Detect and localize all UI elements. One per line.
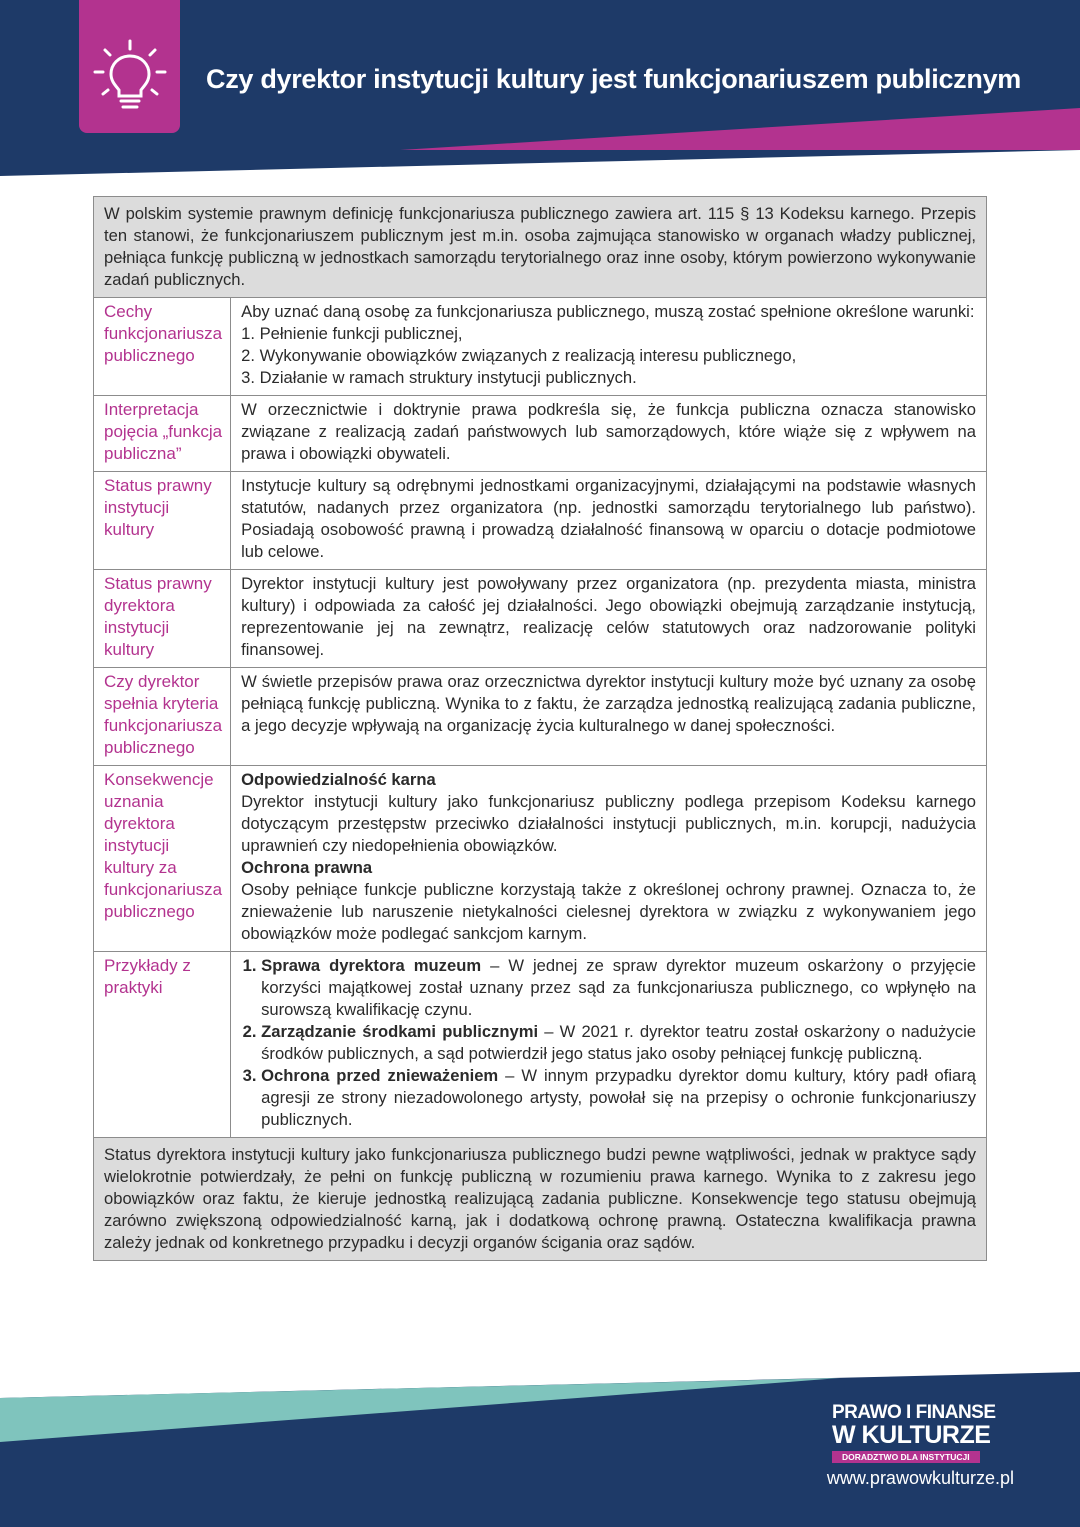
row-description: W orzecznictwie i doktrynie prawa podkreśla się, że funkcja publiczna oznacza stanowisko związane z realizacją zadań państwowych lub samorządowych, które wiąże się z wpływem na prawa i obowiązki obywateli.: [231, 396, 987, 472]
list-item: 1. Pełnienie funkcji publicznej,: [241, 324, 463, 343]
table-row: [94, 298, 987, 396]
row-label: Status prawny dyrektora instytucji kultury: [94, 570, 231, 668]
subheading-criminal-liability: Odpowiedzialność karna: [241, 770, 436, 789]
example-text: – W jednej ze spraw dyrektor muzeum oskarżony o przyjęcie korzyści majątkowej został uznany przez sąd za funkcjonariusza publicznego, co wpłynęło na surowszą kwalifikację czynu.: [261, 956, 976, 1019]
row-description: [231, 766, 987, 952]
list-item: [261, 955, 976, 1021]
row-label: Konsekwencje uznania dyrektora instytucji kultury za funkcjonariusza publicznego: [94, 766, 231, 952]
example-text: – W 2021 r. dyrektor teatru został oskarżony o nadużycie środków publicznych, a sąd potwierdził jego status jako osoby pełniącej funkcję publiczną.: [261, 1022, 976, 1063]
list-item: [261, 1021, 976, 1065]
website-url: www.prawowkulturze.pl: [826, 1468, 1014, 1488]
table-row: [94, 668, 987, 766]
intro-text: W polskim systemie prawnym definicję funkcjonariusza publicznego zawiera art. 115 § 13 Kodeksu karnego. Przepis ten stanowi, że funkcjonariuszem publicznym jest m.in. osoba zajmująca stanowisko w organach władzy publicznej, pełniąca funkcję publiczną w jednostkach samorządu terytorialnego oraz inne osoby, którym powierzono wykonywanie zadań publicznych.: [94, 197, 987, 298]
logo-box: [79, 0, 180, 133]
row-description: Dyrektor instytucji kultury jest powoływany przez organizatora (np. prezydenta miasta, ministra kultury) i odpowiada za całość jej działalności. Jego obowiązki obejmują zarządzanie instytucją, reprezentowanie jej na zewnątrz, realizację celów statutowych oraz nadzorowanie polityki finansowej.: [231, 570, 987, 668]
list-item: 2. Wykonywanie obowiązków związanych z realizacją interesu publicznego,: [241, 346, 797, 365]
table-row: [94, 952, 987, 1138]
row-label: Interpretacja pojęcia „funkcja publiczna”: [94, 396, 231, 472]
lightbulb-icon: [91, 36, 169, 114]
table-row: [94, 570, 987, 668]
summary-row: [94, 1138, 987, 1261]
example-text: – W innym przypadku dyrektor domu kultury, który padł ofiarą agresji ze strony niezadowolonego artysty, powołał się na przepisy o ochronie funkcjonariuszy publicznych.: [261, 1066, 976, 1129]
table-row: [94, 472, 987, 570]
subheading-legal-protection: Ochrona prawna: [241, 858, 373, 877]
row-label: Przykłady z praktyki: [94, 952, 231, 1138]
example-title: Zarządzanie środkami publicznymi: [261, 1022, 539, 1041]
example-title: Ochrona przed znieważeniem: [261, 1066, 499, 1085]
row-description: W świetle przepisów prawa oraz orzecznictwa dyrektor instytucji kultury może być uznany za osobę pełniącą funkcję publiczną. Wynika to z faktu, że zarządza jednostką realizującą zadania publiczne, a jego decyzje wpływają na organizację życia kulturalnego w danej społeczności.: [231, 668, 987, 766]
legal-protection-text: Osoby pełniące funkcje publiczne korzystają także z określonej ochrony prawnej. Oznacza to, że znieważenie lub naruszenie nietykalności cielesnej dyrektora w związku z wykonywaniem jego obowiązków może podlegać sankcjom karnym.: [241, 880, 976, 943]
criminal-liability-text: Dyrektor instytucji kultury jako funkcjonariusz publiczny podlega przepisom Kodeksu karnego dotyczącym przestępstw przeciwko działalności instytucji publicznych, m.in. korupcji, nadużycia uprawnień czy niedopełnienia obowiązków.: [241, 792, 976, 855]
table-row: [94, 396, 987, 472]
example-title: Sprawa dyrektora muzeum: [261, 956, 482, 975]
criteria-intro: Aby uznać daną osobę za funkcjonariusza publicznego, muszą zostać spełnione określone warunki:: [241, 302, 975, 321]
row-label: Status prawny instytucji kultury: [94, 472, 231, 570]
row-label: Cechy funkcjonariusza publicznego: [94, 298, 231, 396]
table-row: [94, 766, 987, 952]
row-label: Czy dyrektor spełnia kryteria funkcjonariusza publicznego: [94, 668, 231, 766]
content-table: [93, 196, 987, 1261]
brand-tagline: DORADZTWO DLA INSTYTUCJI: [832, 1451, 980, 1463]
page-title: Czy dyrektor instytucji kultury jest funkcjonariuszem publicznym: [206, 64, 1021, 94]
brand-name-line1: PRAWO I FINANSE: [832, 1402, 996, 1423]
brand-logo: [832, 1403, 996, 1465]
brand-name-line2: W KULTURZE: [832, 1421, 991, 1449]
row-description: [231, 952, 987, 1138]
examples-list: [241, 955, 976, 1131]
list-item: 3. Działanie w ramach struktury instytucji publicznych.: [241, 368, 637, 387]
row-description: Instytucje kultury są odrębnymi jednostkami organizacyjnymi, działającymi na podstawie własnych statutów, nadanych przez organizatora (np. jednostki samorządu terytorialnego lub państwo). Posiadają osobowość prawną i prowadzą działalność finansową w oparciu o dotacje podmiotowe lub celowe.: [231, 472, 987, 570]
list-item: [261, 1065, 976, 1131]
row-description: [231, 298, 987, 396]
intro-row: [94, 197, 987, 298]
summary-text: Status dyrektora instytucji kultury jako funkcjonariusza publicznego budzi pewne wątpliwości, jednak w praktyce sądy wielokrotnie potwierdzały, że pełni on funkcję publiczną w rozumieniu prawa karnego. Wynika to z zakresu jego obowiązków oraz faktu, że kieruje jednostką realizującą zadania publiczne. Konsekwencje tego statusu obejmują zarówno zwiększoną odpowiedzialność karną, jak i dodatkową ochronę prawną. Ostateczna kwalifikacja prawna zależy jednak od konkretnego przypadku i decyzji organów ścigania oraz sądów.: [94, 1138, 987, 1261]
